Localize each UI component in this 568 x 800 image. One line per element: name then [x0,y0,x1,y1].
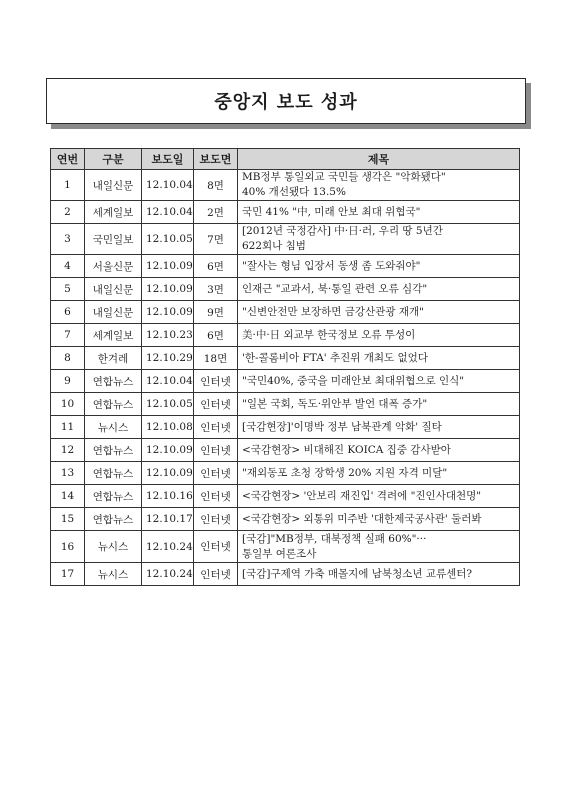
cell-no: 7 [51,324,85,347]
cell-date: 12.10.04 [142,201,194,224]
table-row [51,201,520,224]
cell-title [238,201,520,224]
title-line: <국감현장> 외통위 미주반 '대한제국공사관' 둘러봐 [242,512,482,525]
cell-title [238,324,520,347]
cell-no: 4 [51,255,85,278]
cell-page: 인터넷 [194,508,238,531]
title-line: 인재근 "교과서, 북·통일 관련 오류 심각" [242,282,428,295]
title-line: <국감현장> 비대해진 KOICA 집중 감사받아 [242,443,451,456]
cell-page: 인터넷 [194,563,238,586]
title-line: 통일부 여론조사 [242,547,317,560]
cell-date: 12.10.04 [142,170,194,201]
title-line: [국감]"MB정부, 대북정책 실패 60%"··· [242,532,427,545]
title-line: 美·中·日 외교부 한국정보 오류 투성이 [242,328,416,341]
cell-title [238,508,520,531]
cell-date: 12.10.17 [142,508,194,531]
cell-outlet: 내일신문 [85,301,142,324]
cell-title [238,224,520,255]
cell-date: 12.10.05 [142,393,194,416]
table-row [51,347,520,370]
cell-date: 12.10.04 [142,370,194,393]
table-row [51,416,520,439]
table-row [51,531,520,563]
cell-date: 12.10.23 [142,324,194,347]
title-line: '한-콜롬비아 FTA' 추진위 개최도 없었다 [242,351,428,364]
cell-date: 12.10.09 [142,255,194,278]
table-row [51,508,520,531]
table-header-row [51,149,520,170]
cell-no: 2 [51,201,85,224]
title-line: MB정부 통일외교 국민들 생각은 "악화됐다" [242,171,446,183]
cell-title [238,563,520,586]
cell-outlet: 연합뉴스 [85,508,142,531]
cell-page: 8면 [194,170,238,201]
cell-page: 3면 [194,278,238,301]
cell-no: 11 [51,416,85,439]
table-row [51,439,520,462]
cell-title [238,416,520,439]
page-title: 중앙지 보도 성과 [214,92,358,113]
table-row [51,393,520,416]
cell-no: 16 [51,531,85,563]
title-line: [2012년 국정감사] 中·日·러, 우리 땅 5년간 [242,225,443,237]
cell-date: 12.10.09 [142,462,194,485]
column-header-title: 제목 [238,149,520,170]
title-line: "국민40%, 중국을 미래안보 최대위협으로 인식" [242,374,465,387]
cell-no: 12 [51,439,85,462]
cell-page: 인터넷 [194,370,238,393]
cell-outlet: 뉴시스 [85,563,142,586]
cell-page: 인터넷 [194,485,238,508]
cell-outlet: 내일신문 [85,170,142,201]
table-row [51,170,520,201]
cell-date: 12.10.05 [142,224,194,255]
cell-outlet: 연합뉴스 [85,439,142,462]
title-line: "재외동포 초청 장학생 20% 지원 자격 미달" [242,466,448,479]
cell-title [238,255,520,278]
cell-title [238,531,520,563]
title-line: "일본 국회, 독도·위안부 발언 대폭 증가" [242,397,428,410]
title-line: "잘사는 형님 입장서 동생 좀 도와줘야" [242,259,421,272]
table-row [51,255,520,278]
cell-outlet: 서울신문 [85,255,142,278]
table-row [51,563,520,586]
cell-no: 3 [51,224,85,255]
cell-outlet: 세계일보 [85,324,142,347]
table-row [51,462,520,485]
cell-title [238,485,520,508]
cell-title [238,462,520,485]
cell-no: 14 [51,485,85,508]
cell-date: 12.10.08 [142,416,194,439]
cell-no: 13 [51,462,85,485]
cell-outlet: 연합뉴스 [85,393,142,416]
cell-outlet: 세계일보 [85,201,142,224]
table-row [51,301,520,324]
cell-no: 17 [51,563,85,586]
cell-page: 9면 [194,301,238,324]
column-header-no: 연번 [51,149,85,170]
cell-outlet: 한겨레 [85,347,142,370]
cell-title [238,278,520,301]
cell-page: 18면 [194,347,238,370]
title-line: [국감현장]'이명박 정부 남북관계 악화' 질타 [242,420,442,433]
title-line: <국감현장> '안보리 재진입' 격려에 "진인사대천명" [242,489,482,502]
cell-date: 12.10.09 [142,278,194,301]
cell-page: 인터넷 [194,462,238,485]
cell-title [238,370,520,393]
cell-date: 12.10.24 [142,531,194,563]
cell-outlet: 국민일보 [85,224,142,255]
cell-page: 인터넷 [194,393,238,416]
cell-title [238,347,520,370]
cell-no: 10 [51,393,85,416]
cell-title [238,393,520,416]
cell-page: 6면 [194,255,238,278]
table-row [51,485,520,508]
cell-no: 9 [51,370,85,393]
cell-page: 2면 [194,201,238,224]
title-line: 622회나 침범 [242,240,306,252]
cell-title [238,301,520,324]
cell-page: 인터넷 [194,416,238,439]
cell-title [238,170,520,201]
cell-page: 7면 [194,224,238,255]
cell-no: 6 [51,301,85,324]
cell-title [238,439,520,462]
column-header-outlet: 구분 [85,149,142,170]
cell-page: 인터넷 [194,531,238,563]
cell-outlet: 뉴시스 [85,416,142,439]
title-line: 국민 41% "中, 미래 안보 최대 위협국" [242,205,421,218]
title-line: [국감]구제역 가축 매몰지에 남북청소년 교류센터? [242,567,473,580]
cell-page: 6면 [194,324,238,347]
cell-no: 1 [51,170,85,201]
table-row [51,370,520,393]
cell-outlet: 연합뉴스 [85,485,142,508]
cell-no: 8 [51,347,85,370]
cell-date: 12.10.16 [142,485,194,508]
cell-date: 12.10.09 [142,301,194,324]
cell-outlet: 연합뉴스 [85,370,142,393]
cell-outlet: 연합뉴스 [85,462,142,485]
cell-no: 15 [51,508,85,531]
cell-outlet: 뉴시스 [85,531,142,563]
cell-date: 12.10.24 [142,563,194,586]
page-title-box [46,78,526,124]
title-line: "신변안전만 보장하면 금강산관광 재개" [242,305,424,318]
cell-outlet: 내일신문 [85,278,142,301]
press-coverage-table [50,148,520,586]
cell-date: 12.10.09 [142,439,194,462]
table-row [51,324,520,347]
column-header-date: 보도일 [142,149,194,170]
cell-page: 인터넷 [194,439,238,462]
cell-no: 5 [51,278,85,301]
title-line: 40% 개선됐다 13.5% [242,186,346,198]
table-row [51,278,520,301]
column-header-page: 보도면 [194,149,238,170]
table-row [51,224,520,255]
cell-date: 12.10.29 [142,347,194,370]
